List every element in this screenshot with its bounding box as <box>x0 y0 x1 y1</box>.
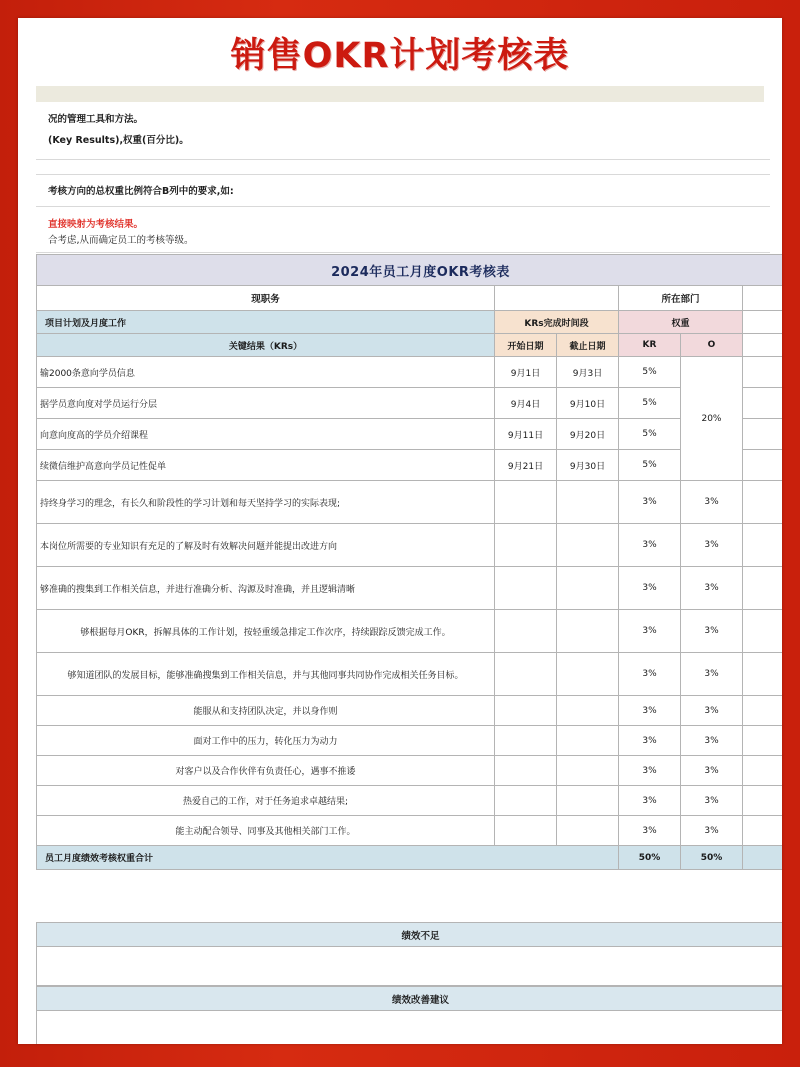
competency-kr-weight[interactable]: 3% <box>619 726 681 756</box>
competency-trailing-cell[interactable] <box>743 610 783 653</box>
header-o-weight: O <box>681 334 743 357</box>
intro-line-3: 考核方向的总权重比例符合B列中的要求,如: <box>48 186 234 197</box>
competency-end-date[interactable] <box>557 816 619 846</box>
competency-trailing-cell[interactable] <box>743 756 783 786</box>
underperformance-header-row <box>37 923 783 947</box>
table-row[interactable] <box>37 388 783 419</box>
competency-end-date[interactable] <box>557 567 619 610</box>
table-row[interactable] <box>37 786 783 816</box>
competency-desc[interactable]: 对客户以及合作伙伴有负责任心，遇事不推诿 <box>37 756 495 786</box>
header-trailing-sub <box>743 334 783 357</box>
competency-trailing-cell[interactable] <box>743 726 783 756</box>
underperformance-table <box>36 922 782 986</box>
table-row[interactable] <box>37 816 783 846</box>
competency-desc[interactable]: 能服从和支持团队决定，并以身作则 <box>37 696 495 726</box>
competency-end-date[interactable] <box>557 696 619 726</box>
competency-start-date[interactable] <box>495 610 557 653</box>
competency-desc[interactable]: 够知道团队的发展目标，能够准确搜集到工作相关信息，并与其他同事共同协作完成相关任务目标。 <box>37 653 495 696</box>
competency-trailing-cell[interactable] <box>743 653 783 696</box>
kr-end-date[interactable]: 9月3日 <box>557 357 619 388</box>
competency-o-weight[interactable]: 3% <box>681 610 743 653</box>
competency-start-date[interactable] <box>495 726 557 756</box>
sheet-title: 2024年员工月度OKR考核表 <box>37 255 783 286</box>
kr-trailing-cell[interactable] <box>743 388 783 419</box>
competency-trailing-cell[interactable] <box>743 481 783 524</box>
improvement-input[interactable] <box>37 1011 783 1045</box>
document-sheet <box>18 18 782 1044</box>
kr-start-date[interactable]: 9月4日 <box>495 388 557 419</box>
kr-weight[interactable]: 5% <box>619 388 681 419</box>
header-start-date: 开始日期 <box>495 334 557 357</box>
improvement-header-row <box>37 987 783 1011</box>
competency-desc[interactable]: 够准确的搜集到工作相关信息，并进行准确分析、沟源及时准确，并且逻辑清晰 <box>37 567 495 610</box>
competency-desc[interactable]: 能主动配合领导、同事及其他相关部门工作。 <box>37 816 495 846</box>
header-kr-weight: KR <box>619 334 681 357</box>
improvement-table <box>36 986 782 1044</box>
total-o-weight: 50% <box>681 846 743 870</box>
competency-trailing-cell[interactable] <box>743 567 783 610</box>
table-row[interactable] <box>37 610 783 653</box>
intro-line-1: 况的管理工具和方法。 <box>48 114 144 125</box>
competency-start-date[interactable] <box>495 816 557 846</box>
kr-desc[interactable]: 向意向度高的学员介绍课程 <box>37 419 495 450</box>
competency-end-date[interactable] <box>557 481 619 524</box>
table-row[interactable] <box>37 653 783 696</box>
employee-info-row <box>37 286 783 311</box>
kr-end-date[interactable]: 9月30日 <box>557 450 619 481</box>
section-gap <box>36 870 764 922</box>
department-label: 所在部门 <box>619 286 743 311</box>
competency-trailing-cell[interactable] <box>743 524 783 567</box>
kr-desc[interactable]: 输2000条意向学员信息 <box>37 357 495 388</box>
table-row[interactable] <box>37 450 783 481</box>
beige-divider-strip <box>36 86 764 102</box>
competency-trailing-cell[interactable] <box>743 786 783 816</box>
okr-table-body <box>37 255 783 870</box>
kr-weight[interactable]: 5% <box>619 357 681 388</box>
competency-start-date[interactable] <box>495 756 557 786</box>
group-header-row <box>37 311 783 334</box>
intro-rule-3 <box>36 206 770 207</box>
position-value[interactable] <box>495 286 619 311</box>
sub-header-row <box>37 334 783 357</box>
competency-start-date[interactable] <box>495 786 557 816</box>
kr-start-date[interactable]: 9月1日 <box>495 357 557 388</box>
competency-start-date[interactable] <box>495 481 557 524</box>
competency-start-date[interactable] <box>495 653 557 696</box>
position-label: 现职务 <box>37 286 495 311</box>
total-trailing-cell <box>743 846 783 870</box>
competency-end-date[interactable] <box>557 726 619 756</box>
intro-rule-1 <box>36 159 770 160</box>
competency-o-weight[interactable]: 3% <box>681 481 743 524</box>
competency-desc[interactable]: 够根据每月OKR，拆解具体的工作计划，按轻重缓急排定工作次序，持续跟踪反馈完成工作。 <box>37 610 495 653</box>
underperformance-input-row[interactable] <box>37 947 783 986</box>
competency-o-weight[interactable]: 3% <box>681 786 743 816</box>
competency-end-date[interactable] <box>557 756 619 786</box>
competency-desc[interactable]: 热爱自己的工作，对于任务追求卓越结果; <box>37 786 495 816</box>
header-period-group: KRs完成时间段 <box>495 311 619 334</box>
intro-rule-4 <box>36 252 770 253</box>
competency-trailing-cell[interactable] <box>743 696 783 726</box>
kr-weight[interactable]: 5% <box>619 419 681 450</box>
underperformance-title: 绩效不足 <box>37 923 783 947</box>
kr-trailing-cell[interactable] <box>743 357 783 388</box>
total-kr-weight: 50% <box>619 846 681 870</box>
competency-kr-weight[interactable]: 3% <box>619 786 681 816</box>
kr-start-date[interactable]: 9月21日 <box>495 450 557 481</box>
title-bar <box>18 18 782 86</box>
kr-desc[interactable]: 续微信维护高意向学员记性促单 <box>37 450 495 481</box>
competency-start-date[interactable] <box>495 524 557 567</box>
kr-trailing-cell[interactable] <box>743 419 783 450</box>
competency-kr-weight[interactable]: 3% <box>619 653 681 696</box>
improvement-input-row[interactable] <box>37 1011 783 1045</box>
competency-kr-weight[interactable]: 3% <box>619 567 681 610</box>
competency-o-weight[interactable]: 3% <box>681 696 743 726</box>
competency-end-date[interactable] <box>557 524 619 567</box>
competency-o-weight[interactable]: 3% <box>681 653 743 696</box>
competency-kr-weight[interactable]: 3% <box>619 756 681 786</box>
page-title: 销售OKR计划考核表 <box>230 36 570 76</box>
kr-end-date[interactable]: 9月10日 <box>557 388 619 419</box>
table-row[interactable] <box>37 696 783 726</box>
competency-kr-weight[interactable]: 3% <box>619 696 681 726</box>
competency-start-date[interactable] <box>495 696 557 726</box>
kr-start-date[interactable]: 9月11日 <box>495 419 557 450</box>
header-weight-group: 权重 <box>619 311 743 334</box>
department-value[interactable] <box>743 286 783 311</box>
competency-trailing-cell[interactable] <box>743 816 783 846</box>
table-row[interactable] <box>37 357 783 388</box>
kr-trailing-cell[interactable] <box>743 450 783 481</box>
competency-o-weight[interactable]: 3% <box>681 756 743 786</box>
okr-table-wrapper <box>36 254 764 1044</box>
competency-o-weight[interactable]: 3% <box>681 524 743 567</box>
header-plan-group: 项目计划及月度工作 <box>37 311 495 334</box>
table-row[interactable] <box>37 726 783 756</box>
competency-kr-weight[interactable]: 3% <box>619 610 681 653</box>
competency-end-date[interactable] <box>557 786 619 816</box>
competency-end-date[interactable] <box>557 610 619 653</box>
o-weight-merged[interactable]: 20% <box>681 357 743 481</box>
competency-desc[interactable]: 持终身学习的理念，有长久和阶段性的学习计划和每天坚持学习的实际表现; <box>37 481 495 524</box>
table-row[interactable] <box>37 419 783 450</box>
kr-end-date[interactable]: 9月20日 <box>557 419 619 450</box>
competency-desc[interactable]: 面对工作中的压力，转化压力为动力 <box>37 726 495 756</box>
improvement-title: 绩效改善建议 <box>37 987 783 1011</box>
underperformance-input[interactable] <box>37 947 783 986</box>
total-label: 员工月度绩效考核权重合计 <box>37 846 619 870</box>
competency-kr-weight[interactable]: 3% <box>619 524 681 567</box>
table-title-row <box>37 255 783 286</box>
table-row[interactable] <box>37 756 783 786</box>
competency-o-weight[interactable]: 3% <box>681 726 743 756</box>
intro-rule-2 <box>36 174 770 175</box>
table-row[interactable] <box>37 567 783 610</box>
okr-table <box>36 254 782 870</box>
intro-line-4: 直接映射为考核结果。 <box>48 219 144 230</box>
weight-total-row <box>37 846 783 870</box>
header-end-date: 截止日期 <box>557 334 619 357</box>
kr-desc[interactable]: 据学员意向度对学员运行分层 <box>37 388 495 419</box>
intro-line-2: (Key Results),权重(百分比)。 <box>48 135 189 146</box>
competency-desc[interactable]: 本岗位所需要的专业知识有充足的了解及时有效解决问题并能提出改进方向 <box>37 524 495 567</box>
table-row[interactable] <box>37 524 783 567</box>
competency-kr-weight[interactable]: 3% <box>619 816 681 846</box>
competency-o-weight[interactable]: 3% <box>681 567 743 610</box>
header-kr-desc: 关键结果（KRs） <box>37 334 495 357</box>
competency-end-date[interactable] <box>557 653 619 696</box>
competency-o-weight[interactable]: 3% <box>681 816 743 846</box>
header-trailing-group <box>743 311 783 334</box>
competency-start-date[interactable] <box>495 567 557 610</box>
competency-kr-weight[interactable]: 3% <box>619 481 681 524</box>
intro-line-5: 合考虑,从而确定员工的考核等级。 <box>48 235 194 246</box>
table-row[interactable] <box>37 481 783 524</box>
kr-weight[interactable]: 5% <box>619 450 681 481</box>
intro-notes <box>18 102 782 254</box>
